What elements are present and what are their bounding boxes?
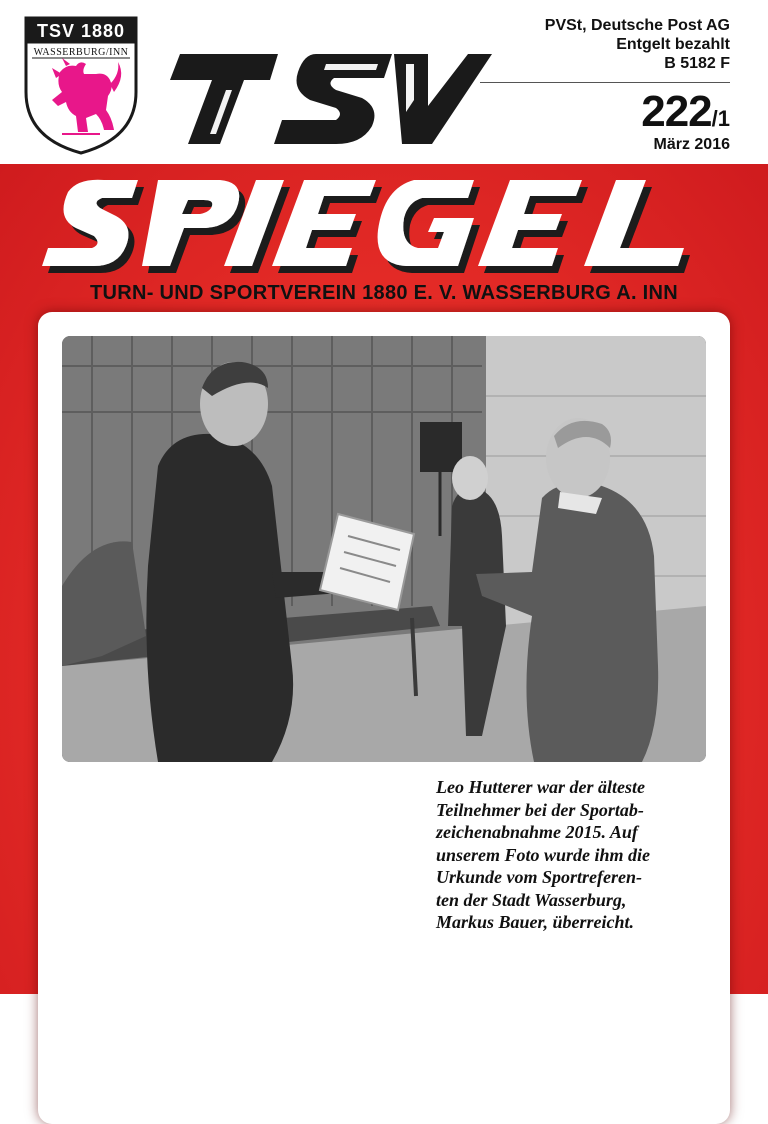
postal-divider: [480, 82, 730, 83]
crest-title: TSV 1880: [36, 21, 126, 41]
cover-subtitle: TURN- UND SPORTVEREIN 1880 E. V. WASSERBURG A. INN: [89, 282, 679, 304]
caption-line: Leo Hutterer war der älteste: [436, 777, 645, 797]
content-panel: [38, 312, 730, 1124]
issue-date: März 2016: [653, 136, 730, 153]
postal-line-2: Entgelt bezahlt: [616, 36, 730, 53]
photo-caption: [436, 776, 708, 934]
photo-award-handover: [62, 336, 706, 762]
cover-photo: [62, 336, 706, 762]
spiegel-title: [34, 174, 738, 286]
postal-info: [430, 16, 730, 73]
crest-subtitle: WASSERBURG/INN: [33, 47, 129, 58]
caption-line: ten der Stadt Wasserburg,: [436, 889, 627, 910]
cover-red-area: [0, 164, 768, 994]
issue-number-main: 222: [641, 87, 712, 136]
caption-line: unserem Foto wurde ihm die: [436, 844, 651, 865]
club-crest: [22, 14, 140, 156]
issue-number: [641, 88, 730, 136]
page-header: [0, 0, 768, 164]
caption-line: Urkunde vom Sportreferen-: [436, 867, 642, 887]
issue-number-sub: /1: [711, 106, 730, 131]
caption-line: Markus Bauer, überreicht.: [436, 912, 635, 932]
postal-line-3: B 5182 F: [664, 55, 730, 72]
postal-line-1: PVSt, Deutsche Post AG: [544, 17, 730, 34]
spiegel-title-graphic: [34, 174, 738, 286]
caption-line: Teilnehmer bei der Sportab-: [436, 799, 644, 820]
caption-line: zeichenabnahme 2015. Auf: [436, 822, 638, 842]
